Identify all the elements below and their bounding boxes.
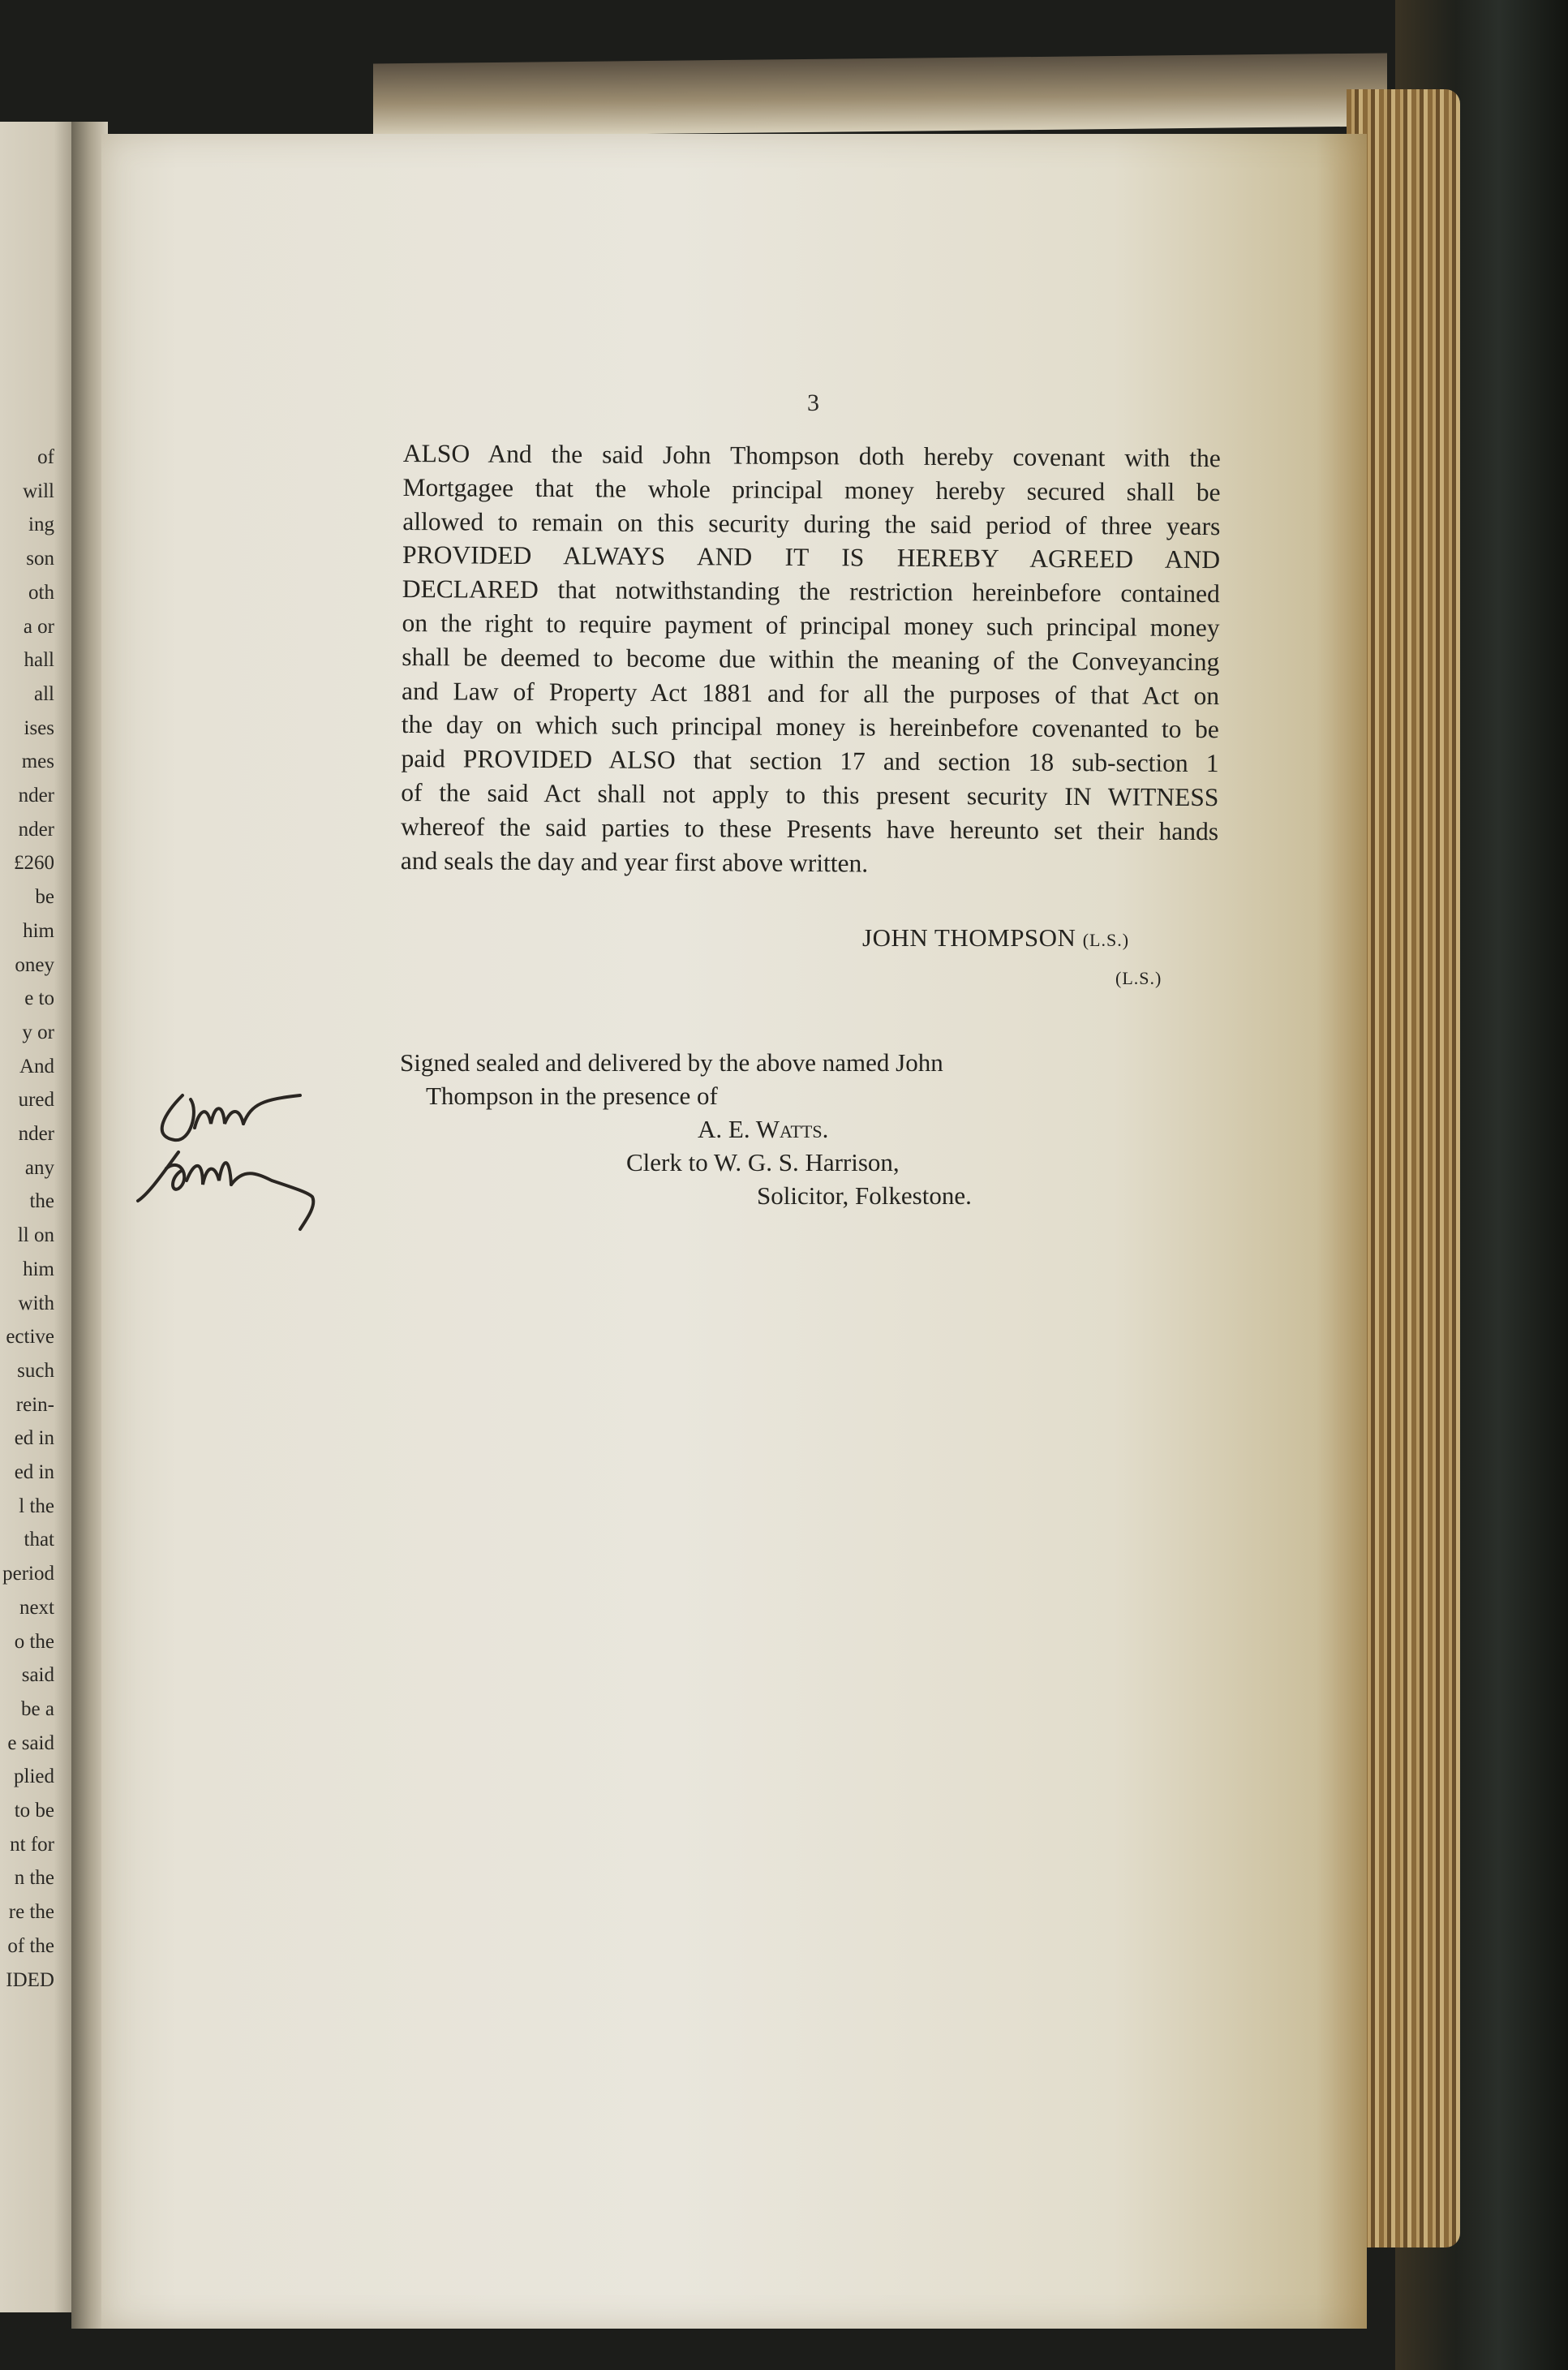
seal-mark: (L.S.) — [1082, 930, 1130, 950]
left-page-fragment: nder — [18, 785, 54, 806]
left-page-fragment: that — [24, 1529, 54, 1551]
left-page — [0, 122, 77, 2312]
left-page-fragment: oney — [15, 953, 54, 976]
body-line: ALSO And the said John Thompson doth hereby covenant with the — [402, 438, 1221, 473]
attestation-line-2: Thompson in the presence of — [426, 1082, 718, 1110]
left-page-fragment: ed in — [14, 1427, 54, 1450]
left-page-fragment: said — [21, 1664, 54, 1687]
left-page-fragment: son — [26, 548, 54, 570]
left-page-fragment: ured — [18, 1089, 54, 1112]
witness-name: A. E. Watts. — [698, 1115, 829, 1143]
attestation-line-1: Signed sealed and delivered by the above named John — [400, 1048, 943, 1077]
left-page-fragment: l the — [19, 1495, 54, 1517]
left-page-fragment: e said — [7, 1731, 54, 1754]
left-page-fragment: nder — [18, 818, 54, 841]
body-line: PROVIDED ALWAYS AND IT IS HEREBY AGREED AND — [402, 540, 1221, 574]
left-page-fragment: plied — [14, 1766, 54, 1788]
body-line: on the right to require payment of principal money such principal money — [402, 608, 1220, 643]
left-page-fragment: n the — [14, 1867, 54, 1890]
body-line: DECLARED that notwithstanding the restriction hereinbefore contained — [402, 574, 1220, 609]
body-line: of the said Act shall not apply to this present security IN WITNESS — [401, 777, 1219, 812]
left-page-fragment: ises — [24, 716, 54, 739]
left-page-fragment: e to — [24, 987, 54, 1010]
witness-office: Solicitor, Folkestone. — [757, 1181, 972, 1210]
left-page-fragment: of — [37, 446, 54, 468]
left-page-fragment: all — [34, 682, 54, 705]
signatory-name: JOHN THOMPSON — [862, 923, 1076, 952]
left-page-fragment: period — [2, 1563, 54, 1585]
left-page-fragment: to be — [14, 1800, 54, 1822]
deed-body — [401, 437, 1221, 883]
signatory-line — [862, 923, 1129, 953]
left-page-fragment: him — [23, 919, 54, 942]
left-page-fragment: ed in — [14, 1461, 54, 1483]
body-line: the day on which such principal money is hereinbefore covenanted to be — [401, 710, 1219, 744]
page-top-edge — [373, 53, 1387, 136]
body-line: and Law of Property Act 1881 and for all the purposes of that Act on — [401, 676, 1220, 710]
left-page-fragment: And — [19, 1055, 54, 1077]
left-page-fragment: will — [23, 480, 54, 502]
body-line: Mortgagee that the whole principal money hereby secured shall be — [402, 472, 1221, 506]
body-line: and seals the day and year first above written. — [400, 845, 869, 878]
page-number: 3 — [807, 389, 819, 416]
left-page-fragment: nt for — [10, 1833, 54, 1856]
left-page-fragment: y or — [22, 1021, 54, 1043]
left-page-fragment: ing — [28, 514, 54, 536]
handwritten-signature — [134, 1079, 329, 1241]
body-line: whereof the said parties to these Presents have hereunto set their hands — [400, 811, 1219, 845]
left-page-fragment: rein- — [15, 1393, 54, 1416]
body-line: paid PROVIDED ALSO that section 17 and section 18 sub-section 1 — [401, 744, 1219, 778]
left-page-fragment: with — [18, 1292, 54, 1314]
left-page-fragment: £260 — [14, 852, 54, 875]
left-page-fragment: oth — [28, 581, 54, 604]
left-page-fragment: any — [24, 1156, 54, 1179]
left-page-fragment: ll on — [17, 1224, 54, 1247]
left-page-fragment: be — [35, 886, 54, 909]
left-page-fragment: him — [23, 1258, 54, 1280]
left-page-fragment: hall — [24, 649, 54, 672]
witness-role: Clerk to W. G. S. Harrison, — [626, 1148, 900, 1176]
left-page-fragment: ective — [6, 1326, 54, 1348]
left-page-fragment: be a — [21, 1697, 54, 1720]
second-seal-mark: (L.S.) — [1115, 968, 1162, 988]
left-page-fragment: IDED — [6, 1968, 54, 1991]
left-page-fragment: nder — [18, 1123, 54, 1145]
left-page-fragment: a or — [23, 615, 54, 638]
left-page-fragment: re the — [8, 1901, 54, 1924]
body-line: allowed to remain on this security during the said period of three years — [402, 506, 1221, 540]
body-line: shall be deemed to become due within the meaning of the Conveyancing — [402, 642, 1220, 676]
left-page-fragment: o the — [14, 1630, 54, 1653]
left-page-fragment: the — [29, 1190, 54, 1213]
left-page-fragment: such — [17, 1359, 54, 1382]
left-page-fragment: next — [19, 1596, 54, 1619]
left-page-fragment: of the — [7, 1934, 54, 1957]
left-page-fragment: mes — [21, 751, 54, 773]
